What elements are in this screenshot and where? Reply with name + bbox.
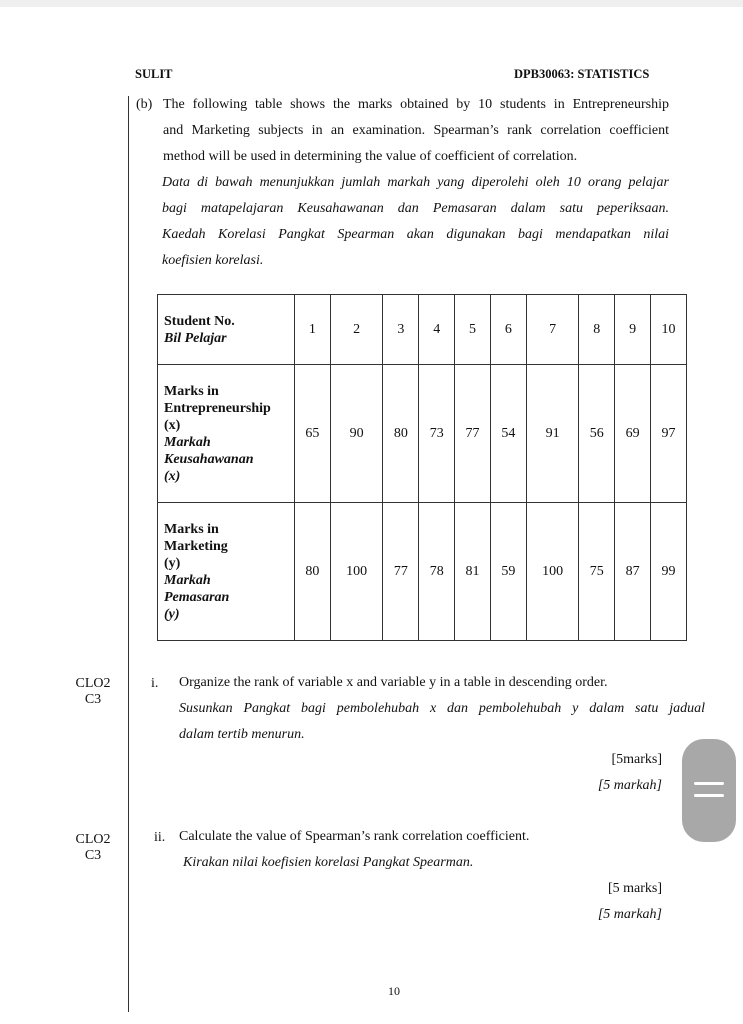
table-cell: 81 xyxy=(455,503,491,641)
marks-q1-ms: [5 markah] xyxy=(597,778,662,793)
table-cell: 5 xyxy=(455,295,491,365)
clo-level: C3 xyxy=(84,848,102,863)
english-line: and Marketing subjects in an examination. Spearman’s rank correlation coefficient xyxy=(163,123,669,138)
marks-table xyxy=(157,294,687,641)
table-cell: 90 xyxy=(330,365,383,503)
table-cell: 69 xyxy=(615,365,651,503)
question-i-text xyxy=(179,670,705,748)
table-cell: 8 xyxy=(579,295,615,365)
label-en: Marketing xyxy=(164,538,228,554)
margin-rule xyxy=(128,96,129,1012)
label-en: Student No. xyxy=(164,313,235,329)
question-number-i: i. xyxy=(151,676,159,691)
row-marks-y xyxy=(158,503,687,641)
label-ms: Keusahawanan xyxy=(164,451,254,467)
table-cell: 4 xyxy=(419,295,455,365)
header-course-code: DPB30063: STATISTICS xyxy=(514,67,650,81)
table-cell: 77 xyxy=(383,503,419,641)
table-cell: 9 xyxy=(615,295,651,365)
question-ii-malay: Kirakan nilai koefisien korelasi Pangkat Spearman. xyxy=(183,855,474,870)
table-cell: 91 xyxy=(526,365,579,503)
table-cell: 65 xyxy=(295,365,331,503)
table-cell: 80 xyxy=(295,503,331,641)
question-number-ii: ii. xyxy=(154,830,166,845)
table-cell: 7 xyxy=(526,295,579,365)
row-student-number xyxy=(158,295,687,365)
label-ms: Markah xyxy=(164,434,211,450)
row-marks-x xyxy=(158,365,687,503)
viewer-top-strip xyxy=(0,0,743,7)
label-ms: Bil Pelajar xyxy=(164,330,227,346)
table-cell: 73 xyxy=(419,365,455,503)
label-en: (y) xyxy=(164,555,181,571)
table-cell: 100 xyxy=(330,503,383,641)
question-ii-english: Calculate the value of Spearman’s rank correlation coefficient. xyxy=(179,829,530,844)
table-cell: 80 xyxy=(383,365,419,503)
label-ms: Pemasaran xyxy=(164,589,230,605)
question-b-malay xyxy=(162,170,669,274)
question-b-english xyxy=(163,92,669,170)
grip-line-icon xyxy=(694,782,724,785)
table-cell: 78 xyxy=(419,503,455,641)
question-ii-text xyxy=(179,824,659,876)
table-cell: 59 xyxy=(490,503,526,641)
label-ms: (y) xyxy=(164,606,180,622)
table-cell: 75 xyxy=(579,503,615,641)
marks-q1-en: [5marks] xyxy=(611,752,662,767)
label-en: Entrepreneurship xyxy=(164,400,271,416)
malay-line: bagi matapelajaran Keusahawanan dan Pemasaran dalam satu peperiksaan. xyxy=(162,201,669,216)
table-cell: 97 xyxy=(651,365,687,503)
label-ms: Markah xyxy=(164,572,211,588)
grip-line-icon xyxy=(694,794,724,797)
malay-line: koefisien korelasi. xyxy=(162,253,264,268)
clo-code: CLO2 xyxy=(75,832,111,847)
row-header-x xyxy=(158,365,295,503)
clo-code: CLO2 xyxy=(75,676,111,691)
question-b-label: (b) xyxy=(136,97,153,112)
table-cell: 10 xyxy=(651,295,687,365)
label-en: (x) xyxy=(164,417,181,433)
english-line: The following table shows the marks obtained by 10 students in Entrepreneurship xyxy=(163,97,669,112)
table-cell: 1 xyxy=(295,295,331,365)
english-line: method will be used in determining the value of coefficient of correlation. xyxy=(163,149,578,164)
clo-level: C3 xyxy=(84,692,102,707)
scroll-handle[interactable] xyxy=(682,739,736,842)
label-en: Marks in xyxy=(164,521,219,537)
label-ms: (x) xyxy=(164,468,181,484)
question-i-malay-line: dalam tertib menurun. xyxy=(179,727,305,742)
malay-line: Kaedah Korelasi Pangkat Spearman akan digunakan bagi mendapatkan nilai xyxy=(162,227,669,242)
table-cell: 6 xyxy=(490,295,526,365)
table-cell: 3 xyxy=(383,295,419,365)
malay-line: Data di bawah menunjukkan jumlah markah yang diperolehi oleh 10 orang pelajar xyxy=(162,175,669,190)
table-cell: 100 xyxy=(526,503,579,641)
clo-label-q1 xyxy=(72,676,114,708)
table-cell: 87 xyxy=(615,503,651,641)
marks-q2-ms: [5 markah] xyxy=(597,907,662,922)
question-i-english: Organize the rank of variable x and variable y in a table in descending order. xyxy=(179,675,608,690)
question-i-malay-line: Susunkan Pangkat bagi pembolehubah x dan pembolehubah y dalam satu jadual xyxy=(179,701,705,716)
table-cell: 2 xyxy=(330,295,383,365)
label-en: Marks in xyxy=(164,383,219,399)
table-cell: 99 xyxy=(651,503,687,641)
table-cell: 54 xyxy=(490,365,526,503)
table-cell: 77 xyxy=(455,365,491,503)
header-sulit: SULIT xyxy=(135,67,173,81)
page-number: 10 xyxy=(388,984,400,998)
row-header-y xyxy=(158,503,295,641)
table-cell: 56 xyxy=(579,365,615,503)
row-header-student xyxy=(158,295,295,365)
marks-q2-en: [5 marks] xyxy=(607,881,662,896)
clo-label-q2 xyxy=(72,832,114,864)
